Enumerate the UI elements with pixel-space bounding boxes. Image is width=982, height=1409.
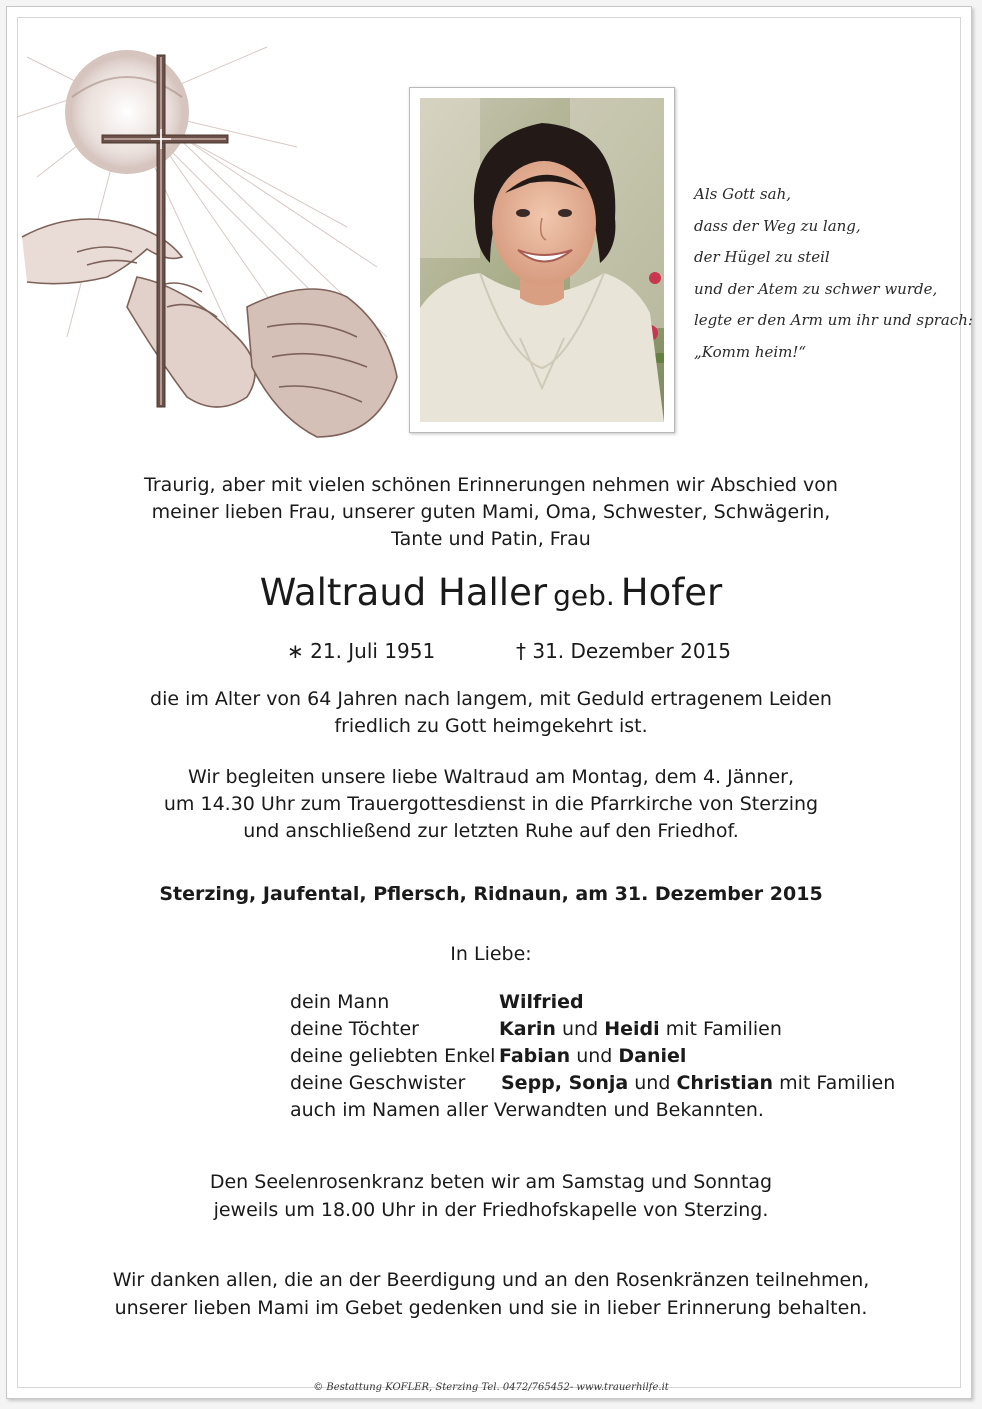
intro-text (0, 472, 982, 553)
poem-line: der Hügel zu steil (694, 248, 830, 266)
hands-drawing (22, 219, 397, 437)
place-and-date: Sterzing, Jaufental, Pflersch, Ridnaun, am 31. Dezember 2015 (159, 883, 823, 905)
relative-names: Fabian und Daniel (499, 1045, 687, 1067)
relation-label: dein Mann (290, 991, 390, 1013)
relation-label: deine Geschwister (290, 1072, 466, 1094)
thanks-line: Wir danken allen, die an der Beerdigung und an den Rosenkränzen teilnehmen, (112, 1269, 870, 1291)
relative-names: Sepp, Sonja und Christian mit Familien (501, 1072, 896, 1094)
age-text (0, 686, 982, 740)
intro-line: Tante und Patin, Frau (391, 528, 591, 550)
in-love-label: In Liebe: (450, 943, 532, 965)
funeral-text (0, 764, 982, 845)
relation-label: deine Töchter (290, 1018, 419, 1040)
relative-names: Wilfried (499, 991, 584, 1013)
poem-line: dass der Weg zu lang, (694, 216, 861, 235)
rosary-line: Den Seelenrosenkranz beten wir am Samstag und Sonntag (209, 1171, 773, 1193)
funeral-line: Wir begleiten unsere liebe Waltraud am Montag, dem 4. Jänner, (188, 766, 794, 788)
portrait-frame (409, 87, 675, 433)
thanks-line: unserer lieben Mami im Gebet gedenken und sie in lieber Erinnerung behalten. (114, 1297, 868, 1319)
poem (694, 179, 979, 368)
portrait-photo (420, 98, 664, 422)
born-prefix: geb. (553, 579, 615, 612)
birth-date: ∗ 21. Juli 1951 (287, 639, 436, 663)
funeral-line: und anschließend zur letzten Ruhe auf den Friedhof. (243, 820, 739, 842)
funeral-line: um 14.30 Uhr zum Trauergottesdienst in die Pfarrkirche von Sterzing (163, 793, 819, 815)
intro-line: meiner lieben Frau, unserer guten Mami, Oma, Schwester, Schwägerin, (151, 501, 831, 523)
full-name: Waltraud Haller (259, 571, 548, 614)
age-line: friedlich zu Gott heimgekehrt ist. (334, 715, 648, 737)
poem-line: und der Atem zu schwer wurde, (694, 279, 938, 298)
cross-and-hands-illustration (17, 37, 407, 457)
relative-names: Karin und Heidi mit Familien (499, 1018, 782, 1040)
maiden-name: Hofer (620, 571, 723, 614)
deceased-name (0, 568, 982, 621)
death-date: † 31. Dezember 2015 (516, 639, 731, 663)
relation-label: deine geliebten Enkel (290, 1045, 496, 1067)
poem-line: Als Gott sah, (694, 185, 792, 203)
relatives-note: auch im Namen aller Verwandten und Bekannten. (290, 1099, 764, 1121)
rosary-line: jeweils um 18.00 Uhr in der Friedhofskapelle von Sterzing. (213, 1199, 769, 1221)
thanks-text (0, 1266, 982, 1322)
age-line: die im Alter von 64 Jahren nach langem, mit Geduld ertragenem Leiden (150, 688, 832, 710)
poem-line: legte er den Arm um ihr und sprach: (694, 311, 973, 329)
rosary-text (0, 1168, 982, 1224)
poem-line: „Komm heim!“ (694, 342, 807, 361)
intro-line: Traurig, aber mit vielen schönen Erinnerungen nehmen wir Abschied von (144, 474, 838, 496)
footer-credit: © Bestattung KOFLER, Sterzing Tel. 0472/765452- www.trauerhilfe.it (313, 1382, 669, 1393)
